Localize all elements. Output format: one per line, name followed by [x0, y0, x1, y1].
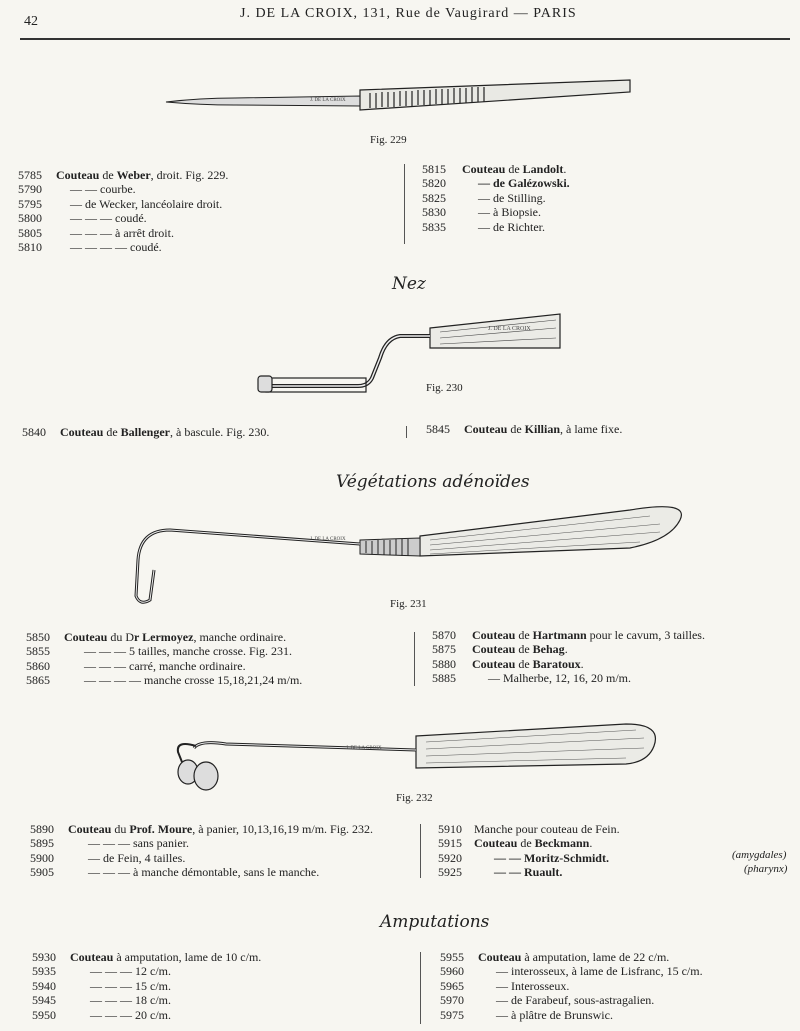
list-item: 5965 — Interosseux.	[440, 978, 570, 993]
column-divider	[420, 824, 421, 878]
column-divider	[406, 426, 407, 438]
list-item: 5860 — — — carré, manche ordinaire.	[26, 658, 246, 673]
list-item: 5885 — Malherbe, 12, 16, 20 m/m.	[432, 671, 631, 686]
column-divider	[420, 952, 421, 1024]
margin-note-pharynx: (pharynx)	[744, 863, 788, 875]
list-item: 5935 — — — 12 c/m.	[32, 964, 171, 979]
list-item: 5875 Couteau de Behag.	[432, 642, 568, 657]
header-rule	[20, 38, 790, 40]
column-divider	[404, 164, 405, 244]
list-item: 5890 Couteau du Prof. Moure, à panier, 10,13,16,19 m/m. Fig. 232.	[30, 822, 374, 836]
running-head: J. DE LA CROIX, 131, Rue de Vaugirard — PARIS	[240, 6, 577, 21]
list-item: 5800 — — — coudé.	[18, 211, 147, 226]
list-item: 5820 — de Galézowski.	[422, 176, 570, 191]
list-item: 5855 — — — 5 tailles, manche crosse. Fig. 231.	[26, 644, 292, 659]
entries-block-2-right	[426, 422, 786, 436]
entries-block-3-right	[432, 628, 787, 686]
list-item: 5830 — à Biopsie.	[422, 205, 541, 220]
list-item: 5840 Couteau de Ballenger, à bascule. Fig. 230.	[22, 425, 270, 439]
entries-block-5-right	[440, 950, 780, 1022]
page-number: 42	[24, 14, 38, 29]
list-item: 5900 — de Fein, 4 tailles.	[30, 850, 186, 865]
list-item: 5940 — — — 15 c/m.	[32, 978, 171, 993]
fig231-engraving: J. DE LA CROIX	[310, 537, 346, 542]
list-item: 5785 Couteau de Weber, droit. Fig. 229.	[18, 168, 229, 182]
list-item: 5795 — de Wecker, lancéolaire droit.	[18, 196, 223, 211]
fig229-engraving: J. DE LA CROIX	[310, 98, 346, 103]
entries-block-2-left	[22, 425, 402, 439]
list-item: 5950 — — — 20 c/m.	[32, 1007, 171, 1022]
list-item: 5920 — — Moritz-Schmidt.	[438, 850, 609, 865]
figure-231-caption: Fig. 231	[390, 598, 427, 610]
entries-block-1-right	[422, 162, 782, 234]
figure-229-scalpel	[160, 68, 640, 118]
figure-229-caption: Fig. 229	[370, 134, 407, 146]
list-item: 5960 — interosseux, à lame de Lisfranc, 15 c/m.	[440, 964, 703, 979]
list-item: 5925 — — Ruault.	[438, 865, 563, 880]
figure-230-ballenger-knife	[240, 308, 580, 398]
list-item: 5915 Couteau de Beckmann.	[438, 836, 593, 851]
list-item: 5880 Couteau de Baratoux.	[432, 656, 584, 671]
list-item: 5930 Couteau à amputation, lame de 10 c/m.	[32, 950, 262, 964]
list-item: 5805 — — — à arrêt droit.	[18, 225, 174, 240]
list-item: 5870 Couteau de Hartmann pour le cavum, 3 tailles.	[432, 628, 705, 642]
list-item: 5910 Manche pour couteau de Fein.	[438, 822, 620, 836]
list-item: 5865 — — — — manche crosse 15,18,21,24 m/m.	[26, 673, 303, 688]
list-item: 5955 Couteau à amputation, lame de 22 c/m.	[440, 950, 670, 964]
section-title-vegetations: Végétations adénoïdes	[336, 472, 530, 492]
list-item: 5815 Couteau de Landolt.	[422, 162, 567, 176]
list-item: 5905 — — — à manche démontable, sans le manche.	[30, 865, 320, 880]
list-item: 5895 — — — sans panier.	[30, 836, 189, 851]
item-number: 5785	[18, 168, 42, 182]
list-item: 5835 — de Richter.	[422, 219, 545, 234]
item-label: Couteau	[56, 168, 100, 182]
figure-232-caption: Fig. 232	[396, 792, 433, 804]
list-item: 5810 — — — — coudé.	[18, 239, 162, 254]
fig232-engraving: J. DE LA CROIX	[346, 746, 382, 751]
list-item: 5845 Couteau de Killian, à lame fixe.	[426, 422, 623, 436]
entries-block-4-right	[438, 822, 738, 880]
list-item: 5945 — — — 18 c/m.	[32, 993, 171, 1008]
entries-block-4-left	[30, 822, 420, 880]
fig230-engraving: J. DE LA CROIX	[488, 326, 531, 332]
margin-note-amygdales: (amygdales)	[732, 849, 787, 861]
list-item: 5970 — de Farabeuf, sous-astragalien.	[440, 993, 655, 1008]
column-divider	[414, 632, 415, 686]
section-title-nez: Nez	[392, 274, 426, 294]
list-item: 5975 — à plâtre de Brunswic.	[440, 1007, 613, 1022]
figure-230-caption: Fig. 230	[426, 382, 463, 394]
section-title-amputations: Amputations	[380, 912, 490, 932]
figure-231-lermoyez-knife	[130, 500, 690, 610]
list-item: 5825 — de Stilling.	[422, 190, 546, 205]
entries-block-5-left	[32, 950, 412, 1022]
list-item: 5850 Couteau du Dr Lermoyez, manche ordinaire.	[26, 630, 287, 644]
entries-block-3-left	[26, 630, 411, 688]
entries-block-1-left	[18, 168, 398, 254]
list-item: 5790 — — courbe.	[18, 182, 136, 197]
